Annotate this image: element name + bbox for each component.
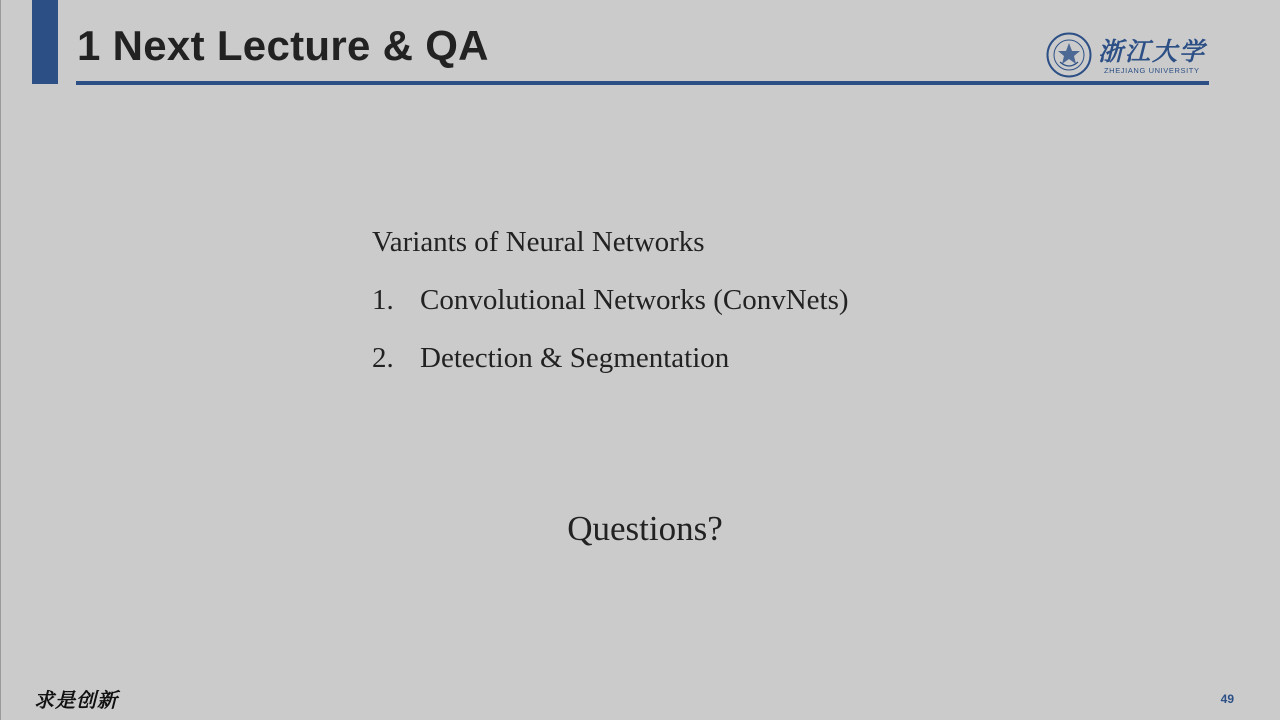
questions-text: Questions? [567, 509, 723, 548]
logo-chinese-name: 浙江大学 [1098, 37, 1207, 66]
list-item [372, 338, 849, 378]
list-item [372, 280, 849, 320]
list-item-number: 2. [372, 342, 394, 374]
content-heading: Variants of Neural Networks [372, 226, 705, 258]
logo-english-name: ZHEJIANG UNIVERSITY [1104, 66, 1200, 75]
slide-title: 1 Next Lecture & QA [77, 22, 489, 69]
slide-left-border [0, 0, 1, 720]
title-underline [76, 81, 1209, 85]
university-seal-icon [1046, 32, 1092, 78]
lecture-content [372, 222, 849, 396]
list-item-text: Detection & Segmentation [420, 342, 730, 374]
university-logo [1046, 32, 1216, 82]
page-number: 49 [1220, 692, 1234, 706]
title-accent-bar [32, 0, 58, 84]
list-item-text: Convolutional Networks (ConvNets) [420, 284, 849, 316]
university-motto: 求是创新 [34, 688, 118, 712]
list-item-number: 1. [372, 284, 394, 316]
topic-list [372, 280, 849, 378]
